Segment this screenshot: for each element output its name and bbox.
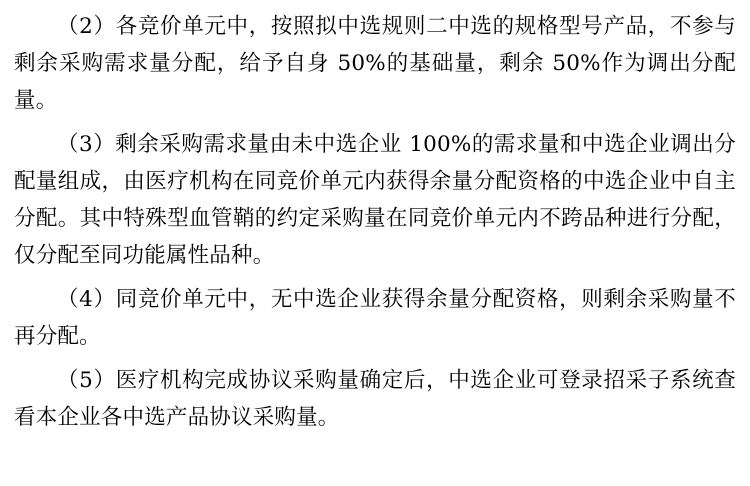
paragraph-clause-5: （5）医疗机构完成协议采购量确定后，中选企业可登录招采子系统查看本企业各中选产品协议采购量。 — [14, 368, 736, 430]
paragraph-clause-2: （2）各竞价单元中，按照拟中选规则二中选的规格型号产品，不参与剩余采购需求量分配，给予自身 50%的基础量，剩余 50%作为调出分配量。 — [14, 14, 736, 113]
paragraph-clause-3: （3）剩余采购需求量由未中选企业 100%的需求量和中选企业调出分配量组成，由医疗机构在同竞价单元内获得余量分配资格的中选企业中自主分配。其中特殊型血管鞘的约定采购量在同竞价单元内不跨品种进行分配，仅分配至同功能属性品种。 — [14, 132, 736, 268]
paragraph-clause-4: （4）同竞价单元中，无中选企业获得余量分配资格，则剩余采购量不再分配。 — [14, 287, 736, 349]
